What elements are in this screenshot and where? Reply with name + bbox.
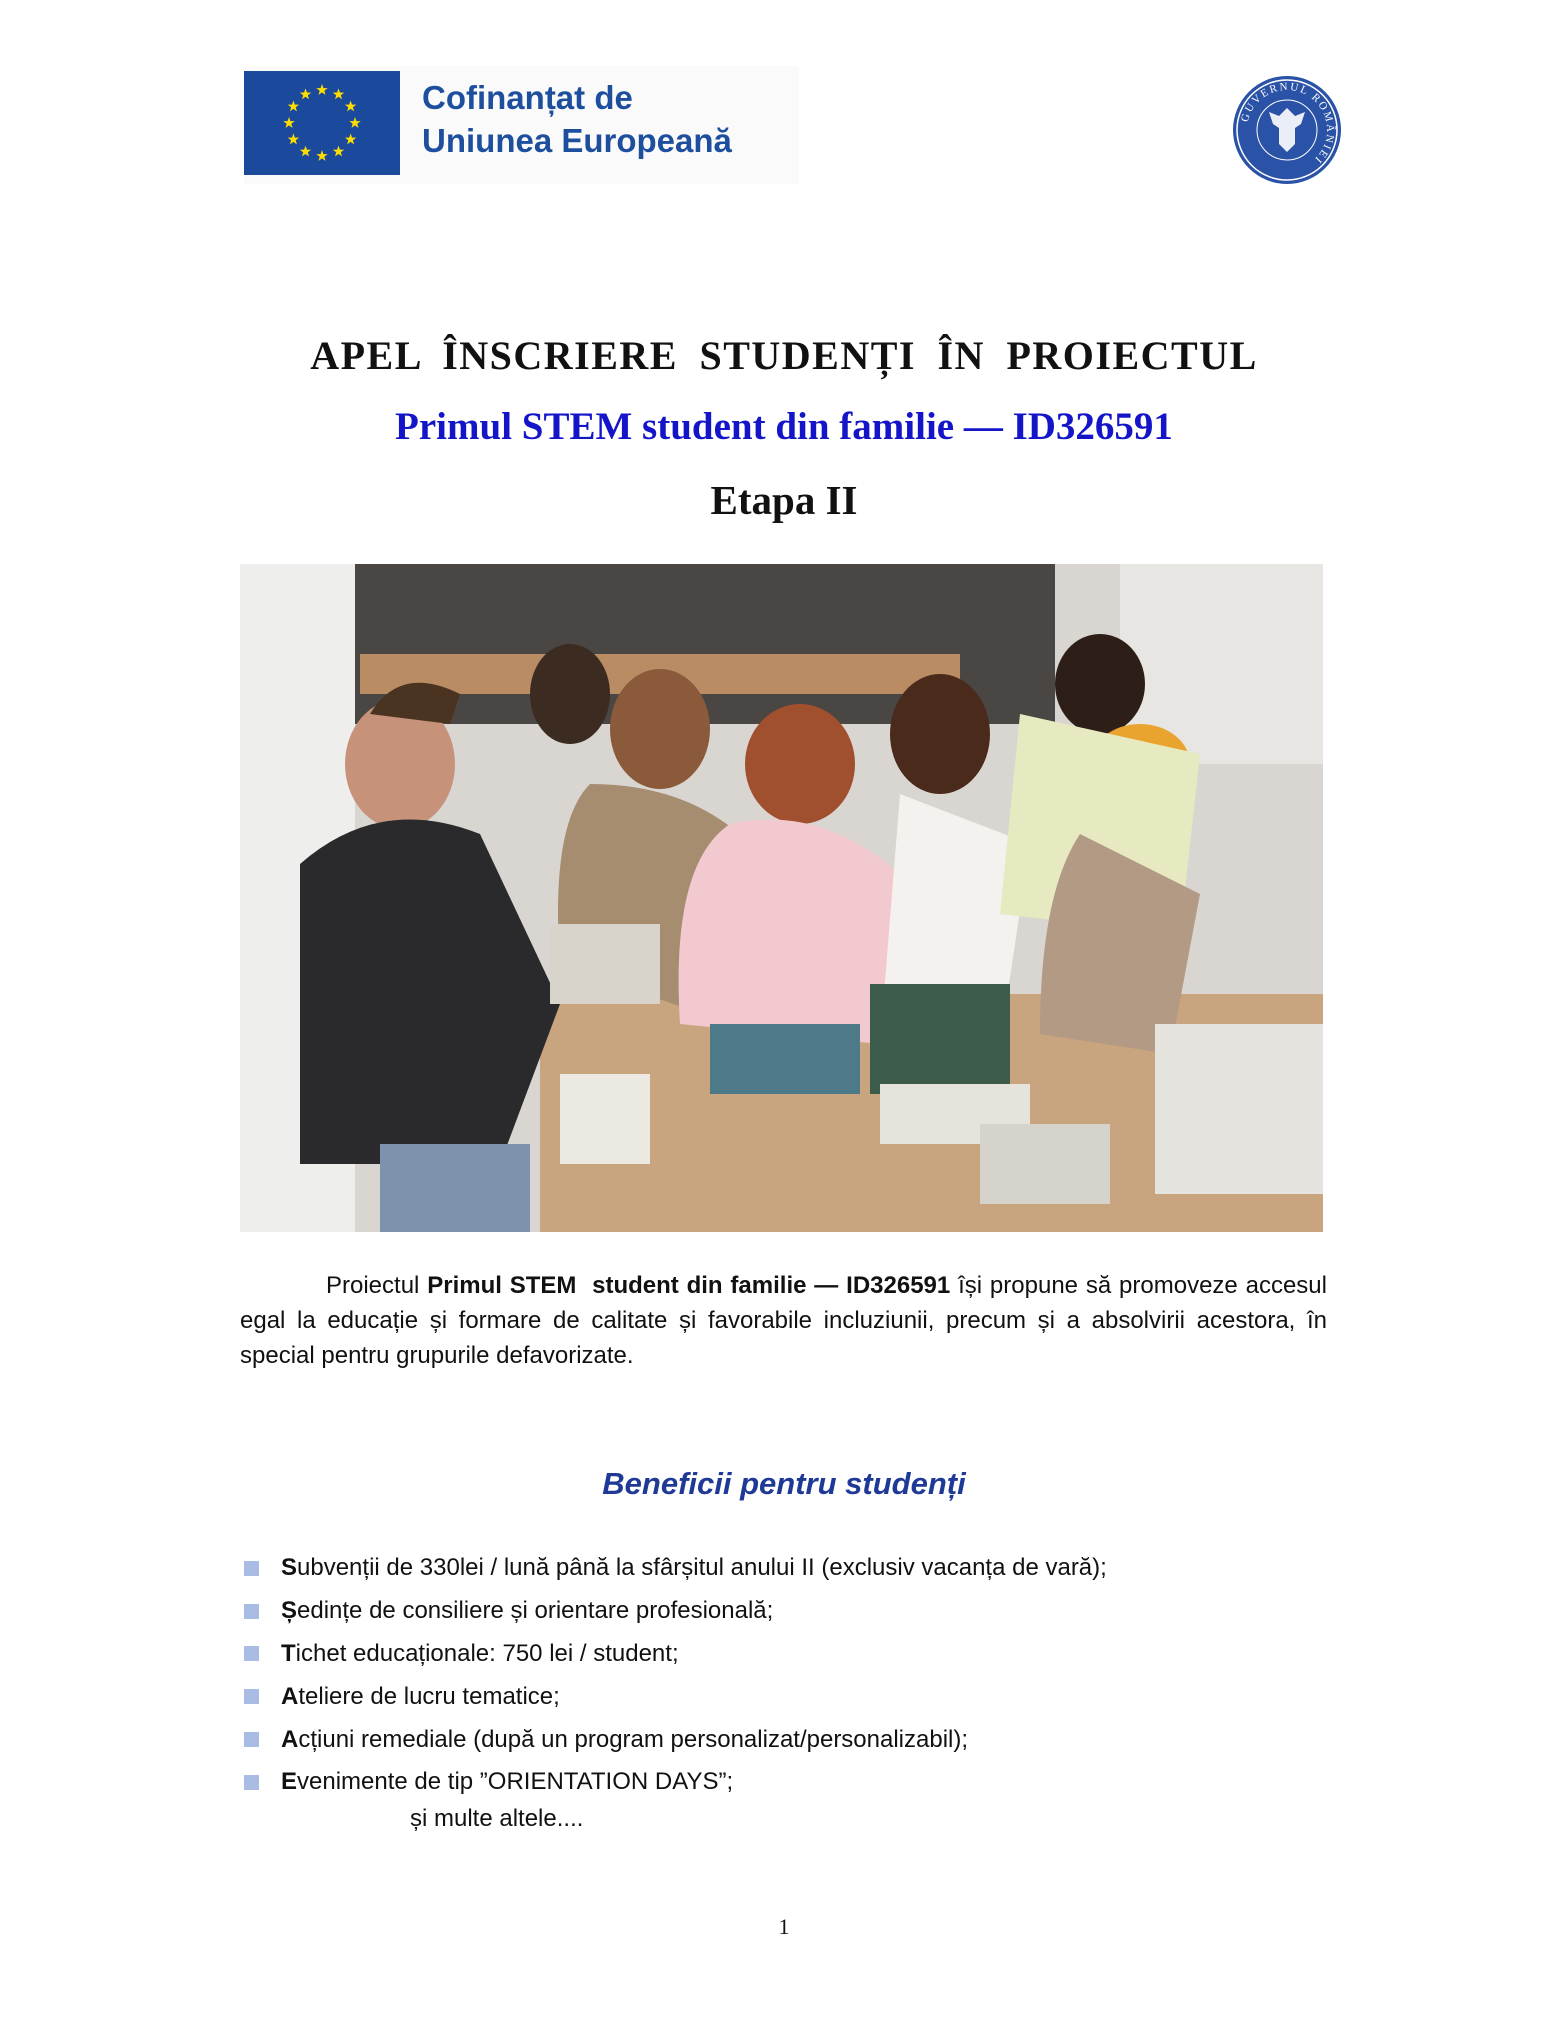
eu-flag-icon (244, 71, 400, 175)
eu-star-icon (333, 146, 344, 157)
eu-star-icon (345, 134, 356, 145)
eu-star-icon (288, 134, 299, 145)
page-number: 1 (778, 1914, 790, 1939)
eu-star-icon (316, 84, 327, 95)
intro-paragraph (240, 1268, 1327, 1373)
eu-star-icon (349, 117, 360, 128)
romanian-government-seal-icon (1231, 74, 1343, 186)
square-bullet-icon (244, 1775, 259, 1790)
intro-project-name: Primul STEM student din familie — ID326591 (427, 1272, 951, 1299)
item-text: teliere de lucru tematice; (298, 1682, 560, 1710)
square-bullet-icon (244, 1561, 259, 1576)
item-initial: T (281, 1639, 296, 1667)
item-text: cțiuni remediale (după un program personalizat/personalizabil); (298, 1725, 969, 1753)
list-item (244, 1761, 1107, 1804)
list-item (244, 1718, 1107, 1761)
square-bullet-icon (244, 1646, 259, 1661)
item-text: ichet educaționale: 750 lei / student; (295, 1639, 679, 1667)
more-benefits-text: și multe altele.... (410, 1805, 584, 1832)
item-text: venimente de tip ”ORIENTATION DAYS”; (297, 1768, 734, 1796)
benefits-heading: Beneficii pentru studenți (602, 1466, 966, 1501)
intro-body: își propune să promoveze accesul egal la educație și formare de calitate și favorabile incluziunii, precum și a absolvirii acestora, în special pentru grupurile defavorizate. (240, 1272, 1327, 1369)
item-initial: Ș (281, 1597, 298, 1625)
eu-star-icon (345, 101, 356, 112)
eu-logo-line1: Cofinanțat de (422, 79, 633, 116)
item-initial: A (281, 1725, 299, 1753)
benefits-list (244, 1547, 1107, 1804)
eu-star-icon (316, 150, 327, 161)
eu-star-icon (288, 101, 299, 112)
list-item (244, 1675, 1107, 1718)
project-name-title: Primul STEM student din familie — ID326591 (395, 405, 1173, 448)
square-bullet-icon (244, 1604, 259, 1619)
item-text: ubvenții de 330lei / lună până la sfârșitul anului II (exclusiv vacanța de vară); (297, 1554, 1107, 1582)
eu-logo-text (422, 76, 732, 162)
students-lab-photo (240, 564, 1323, 1232)
square-bullet-icon (244, 1689, 259, 1704)
stage-title: Etapa II (710, 477, 858, 523)
intro-prefix: Proiectul (326, 1272, 428, 1299)
eu-star-icon (333, 88, 344, 99)
item-initial: A (281, 1682, 299, 1710)
item-initial: E (281, 1768, 298, 1796)
list-item (244, 1633, 1107, 1676)
eu-star-icon (300, 88, 311, 99)
eu-star-icon (300, 146, 311, 157)
call-title: APEL ÎNSCRIERE STUDENȚI ÎN PROIECTUL (310, 333, 1258, 378)
eu-cofunding-logo (244, 66, 799, 184)
svg-text:GUVERNUL ROMÂNIEI: GUVERNUL ROMÂNIEI (1238, 80, 1337, 167)
square-bullet-icon (244, 1732, 259, 1747)
list-item (244, 1590, 1107, 1633)
item-text: edințe de consiliere și orientare profesională; (297, 1597, 774, 1625)
eu-star-icon (283, 117, 294, 128)
eu-logo-line2: Uniunea Europeană (422, 122, 732, 159)
list-item (244, 1547, 1107, 1590)
item-initial: S (281, 1554, 298, 1582)
